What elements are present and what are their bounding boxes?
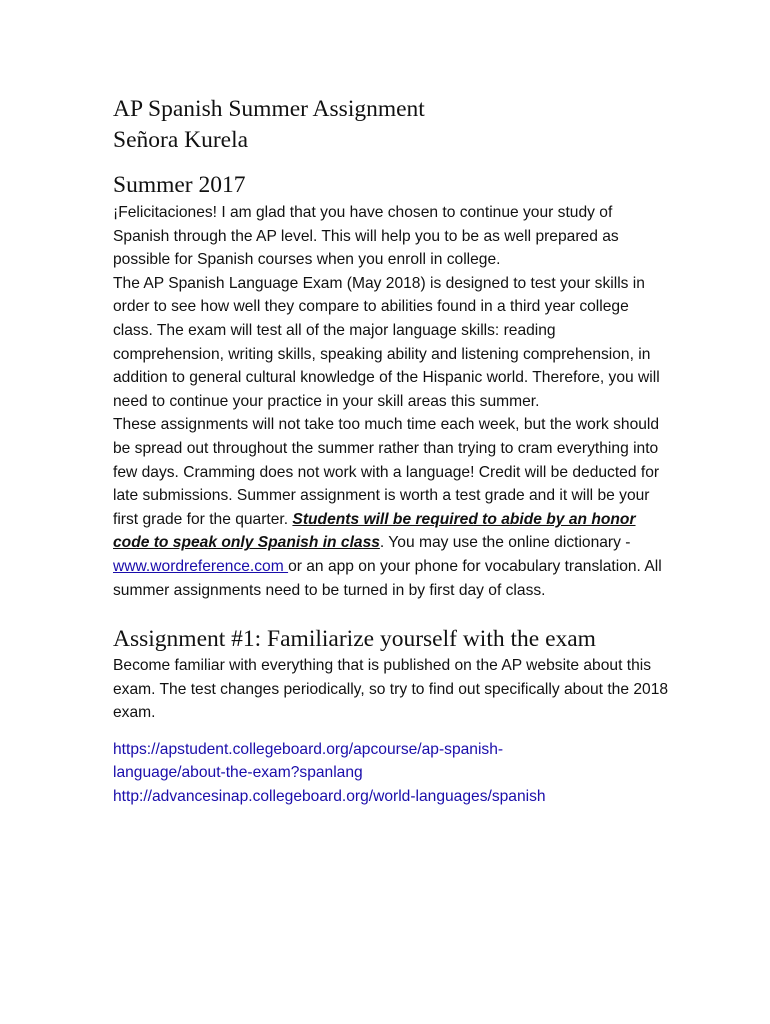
expectations-text: These assignments will not take too much time each week, but the work should be spread out throughout the summer rather than trying to cram everything into few days. Cramming does not work with a language! Credit will be deducted for late submissions. Summer assignment is worth a test grade and it will be your first grade for the quarter.: [113, 416, 660, 528]
exam-paragraph: The AP Spanish Language Exam (May 2018) is designed to test your skills in order to see how well they compare to abilities found in a third year college class. The exam will test all of the major language skills: reading comprehension, writing skills, speaking ability and listening comprehension, in addition to general cultural knowledge of the Hispanic world. Therefore, you will need to continue your practice in your skill areas this summer.: [113, 274, 660, 410]
intro-paragraph: ¡Felicitaciones! I am glad that you have chosen to continue your study of Spanish through the AP level. This will help you to be as well prepared as possible for Spanish courses when you enroll in college.: [113, 204, 619, 269]
teacher-name: Señora Kurela: [113, 127, 249, 153]
translation-text: or an app on your phone for vocabulary translation. All summer assignments need to be turned in by first day of class.: [113, 557, 662, 599]
dictionary-text: . You may use the online dictionary -: [379, 534, 631, 552]
season-label: Summer 2017: [113, 172, 246, 198]
expectations-paragraph: [113, 413, 670, 602]
document-title: AP Spanish Summer Assignment: [113, 96, 425, 122]
resource-links: [113, 738, 670, 809]
assignment-1-heading: Assignment #1: Familiarize yourself with the exam: [113, 626, 596, 653]
wordreference-link[interactable]: www.wordreference.com: [113, 557, 289, 575]
apstudent-link[interactable]: [113, 738, 670, 785]
honor-code-statement: Students will be required to abide by an honor code to speak only Spanish in class: [113, 510, 636, 552]
assignment-1-paragraph: Become familiar with everything that is published on the AP website about this exam. The test changes periodically, so try to find out specifically about the 2018 exam.: [113, 657, 669, 722]
apstudent-link-line-2: language/about-the-exam?spanlang: [113, 764, 363, 782]
advancesinap-link[interactable]: http://advancesinap.collegeboard.org/world-languages/spanish: [113, 788, 546, 806]
apstudent-link-line-1: https://apstudent.collegeboard.org/apcourse/ap-spanish-: [113, 740, 504, 758]
